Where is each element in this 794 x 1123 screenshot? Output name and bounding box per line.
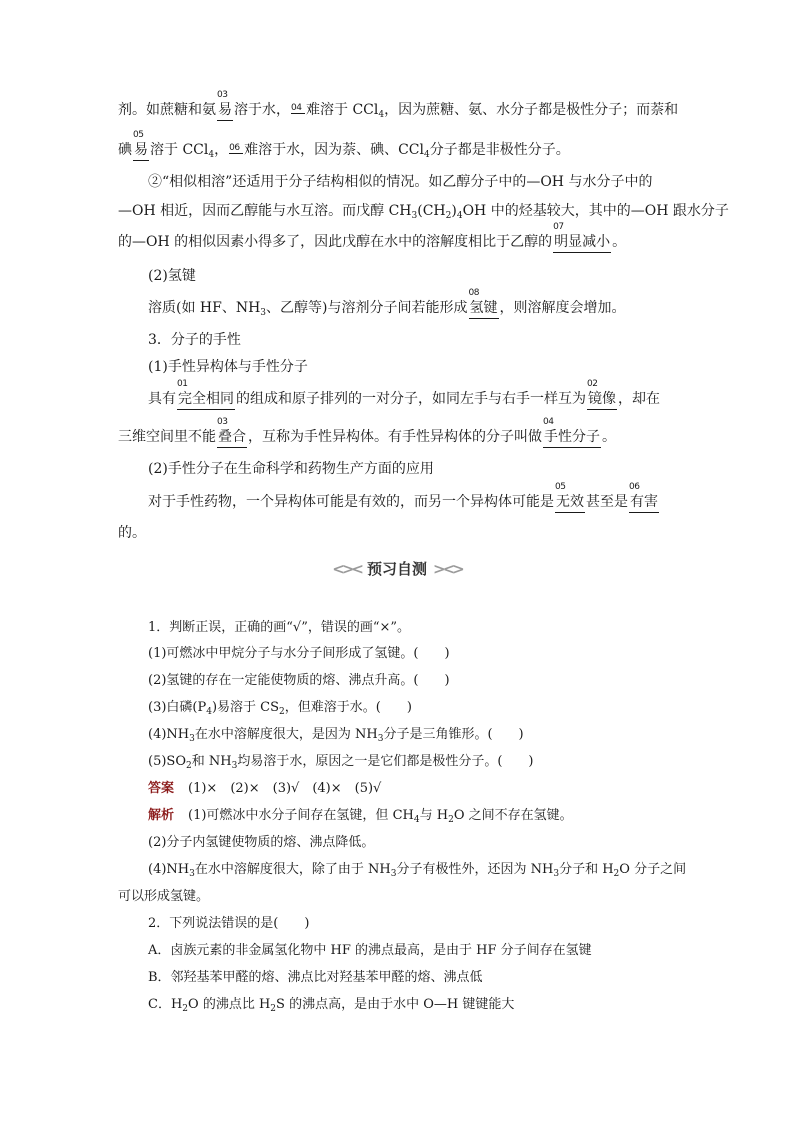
fill-blank: 05 易 [133, 140, 149, 161]
analysis-line: $(4)NH_3$在水中溶解度很大，除了由于 $NH_3$分子有极性外，还因为 $NH_3$分子和 $H_2O$ 分子之间 [148, 862, 687, 879]
subheading: (2)氢键 [148, 268, 196, 284]
decorative-chevrons-right-icon: ><> [433, 560, 462, 578]
question-item: $(5)SO_2$和 $NH_3$均易溶于水，原因之一是它们都是极性分子。( ) [148, 754, 534, 771]
fill-blank: 04 [291, 113, 305, 114]
fill-blank: 01 完全相同 [177, 389, 235, 410]
paragraph-line: 剂。如蔗糖和氨 03 易 溶于水， 04 难溶于 CCl$_4$，因为蔗糖、氨、水分子都是极性分子；而萘和 [118, 90, 679, 120]
paragraph-line: 对于手性药物，一个异构体可能是有效的，而另一个异构体可能是 05 无效 甚至是 06 有害 [148, 492, 684, 513]
question-stem: 2．下列说法错误的是( ) [148, 916, 310, 931]
analysis-label: 解析 [148, 808, 175, 823]
paragraph-line: 的。 [118, 525, 146, 541]
subheading: (1)手性异构体与手性分子 [148, 359, 308, 375]
paragraph-line: 碘 05 易 溶于 CCl$_4$， 06 难溶于水，因为萘、碘、CCl$_4$分子都是非极性分子。 [118, 130, 570, 160]
fill-blank: 03 易 [217, 100, 233, 121]
paragraph-line: 的—OH 的相似因素小得多了，因此戊醇在水中的溶解度相比于乙醇的 07 明显减小 。 [118, 232, 684, 253]
fill-blank: 04 手性分子 [543, 427, 601, 448]
question-item: (1)可燃冰中甲烷分子与水分子间形成了氢键。( ) [148, 646, 450, 661]
fill-blank: 02 镜像 [587, 389, 617, 410]
fill-blank: 05 无效 [555, 492, 585, 513]
subheading: (2)手性分子在生命科学和药物生产方面的应用 [148, 461, 434, 477]
fill-blank: 06 [229, 153, 243, 154]
option-c: C．$H_2O$ 的沸点比 $H_2S$ 的沸点高，是由于水中 O—H 键键能大 [148, 997, 515, 1014]
question-item: (3)白磷$(P_4)$易溶于 $CS_2$，但难溶于水。( ) [148, 700, 412, 717]
paragraph-line: ②“相似相溶”还适用于分子结构相似的情况。如乙醇分子中的—OH 与水分子中的 [148, 174, 653, 190]
section-title: <>< 预习自测 ><> [332, 560, 462, 578]
analysis-line: 解析 (1)可燃冰中水分子间存在氢键，但 $CH_4$与 $H_2O$ 之间不存在氢键。 [148, 808, 573, 825]
answer-line: 答案 (1)× (2)× (3)√ (4)× (5)√ [148, 781, 382, 796]
decorative-chevrons-left-icon: <>< [332, 560, 361, 578]
option-a: A．卤族元素的非金属氢化物中 HF 的沸点最高，是由于 HF 分子间存在氢键 [148, 943, 592, 958]
fill-blank: 08 氢键 [469, 298, 499, 319]
question-stem: 1．判断正误，正确的画“√”，错误的画“×”。 [148, 620, 411, 635]
paragraph-line: 三维空间里不能 03 叠合 ，互称为手性异构体。有手性异构体的分子叫做 04 手性分子 。 [118, 427, 684, 448]
fill-blank: 06 有害 [629, 492, 659, 513]
analysis-line: (2)分子内氢键使物质的熔、沸点降低。 [148, 835, 375, 850]
section-heading: 3．分子的手性 [148, 332, 241, 348]
analysis-line: 可以形成氢键。 [118, 889, 210, 904]
paragraph-line: —OH 相近，因而乙醇能与水互溶。而戊醇 $CH_3(CH_2)_4OH$ 中的烃基较大，其中的—OH 跟水分子 [118, 203, 729, 221]
fill-blank: 03 叠合 [217, 427, 247, 448]
option-b: B．邻羟基苯甲醛的熔、沸点比对羟基苯甲醛的熔、沸点低 [148, 970, 483, 985]
question-item: $(4)NH_3$在水中溶解度很大，是因为 $NH_3$分子是三角锥形。( ) [148, 727, 524, 744]
paragraph-line: 具有 01 完全相同 的组成和原子排列的一对分子，如同左手与右手一样互为 02 镜像 ，却在 [148, 389, 684, 410]
paragraph-line: 溶质(如 HF、$NH_3$、乙醇等)与溶剂分子间若能形成 08 氢键 ，则溶解度会增加。 [148, 288, 626, 318]
fill-blank: 07 明显减小 [553, 232, 611, 253]
question-item: (2)氢键的存在一定能使物质的熔、沸点升高。( ) [148, 673, 450, 688]
answer-label: 答案 [148, 781, 175, 796]
